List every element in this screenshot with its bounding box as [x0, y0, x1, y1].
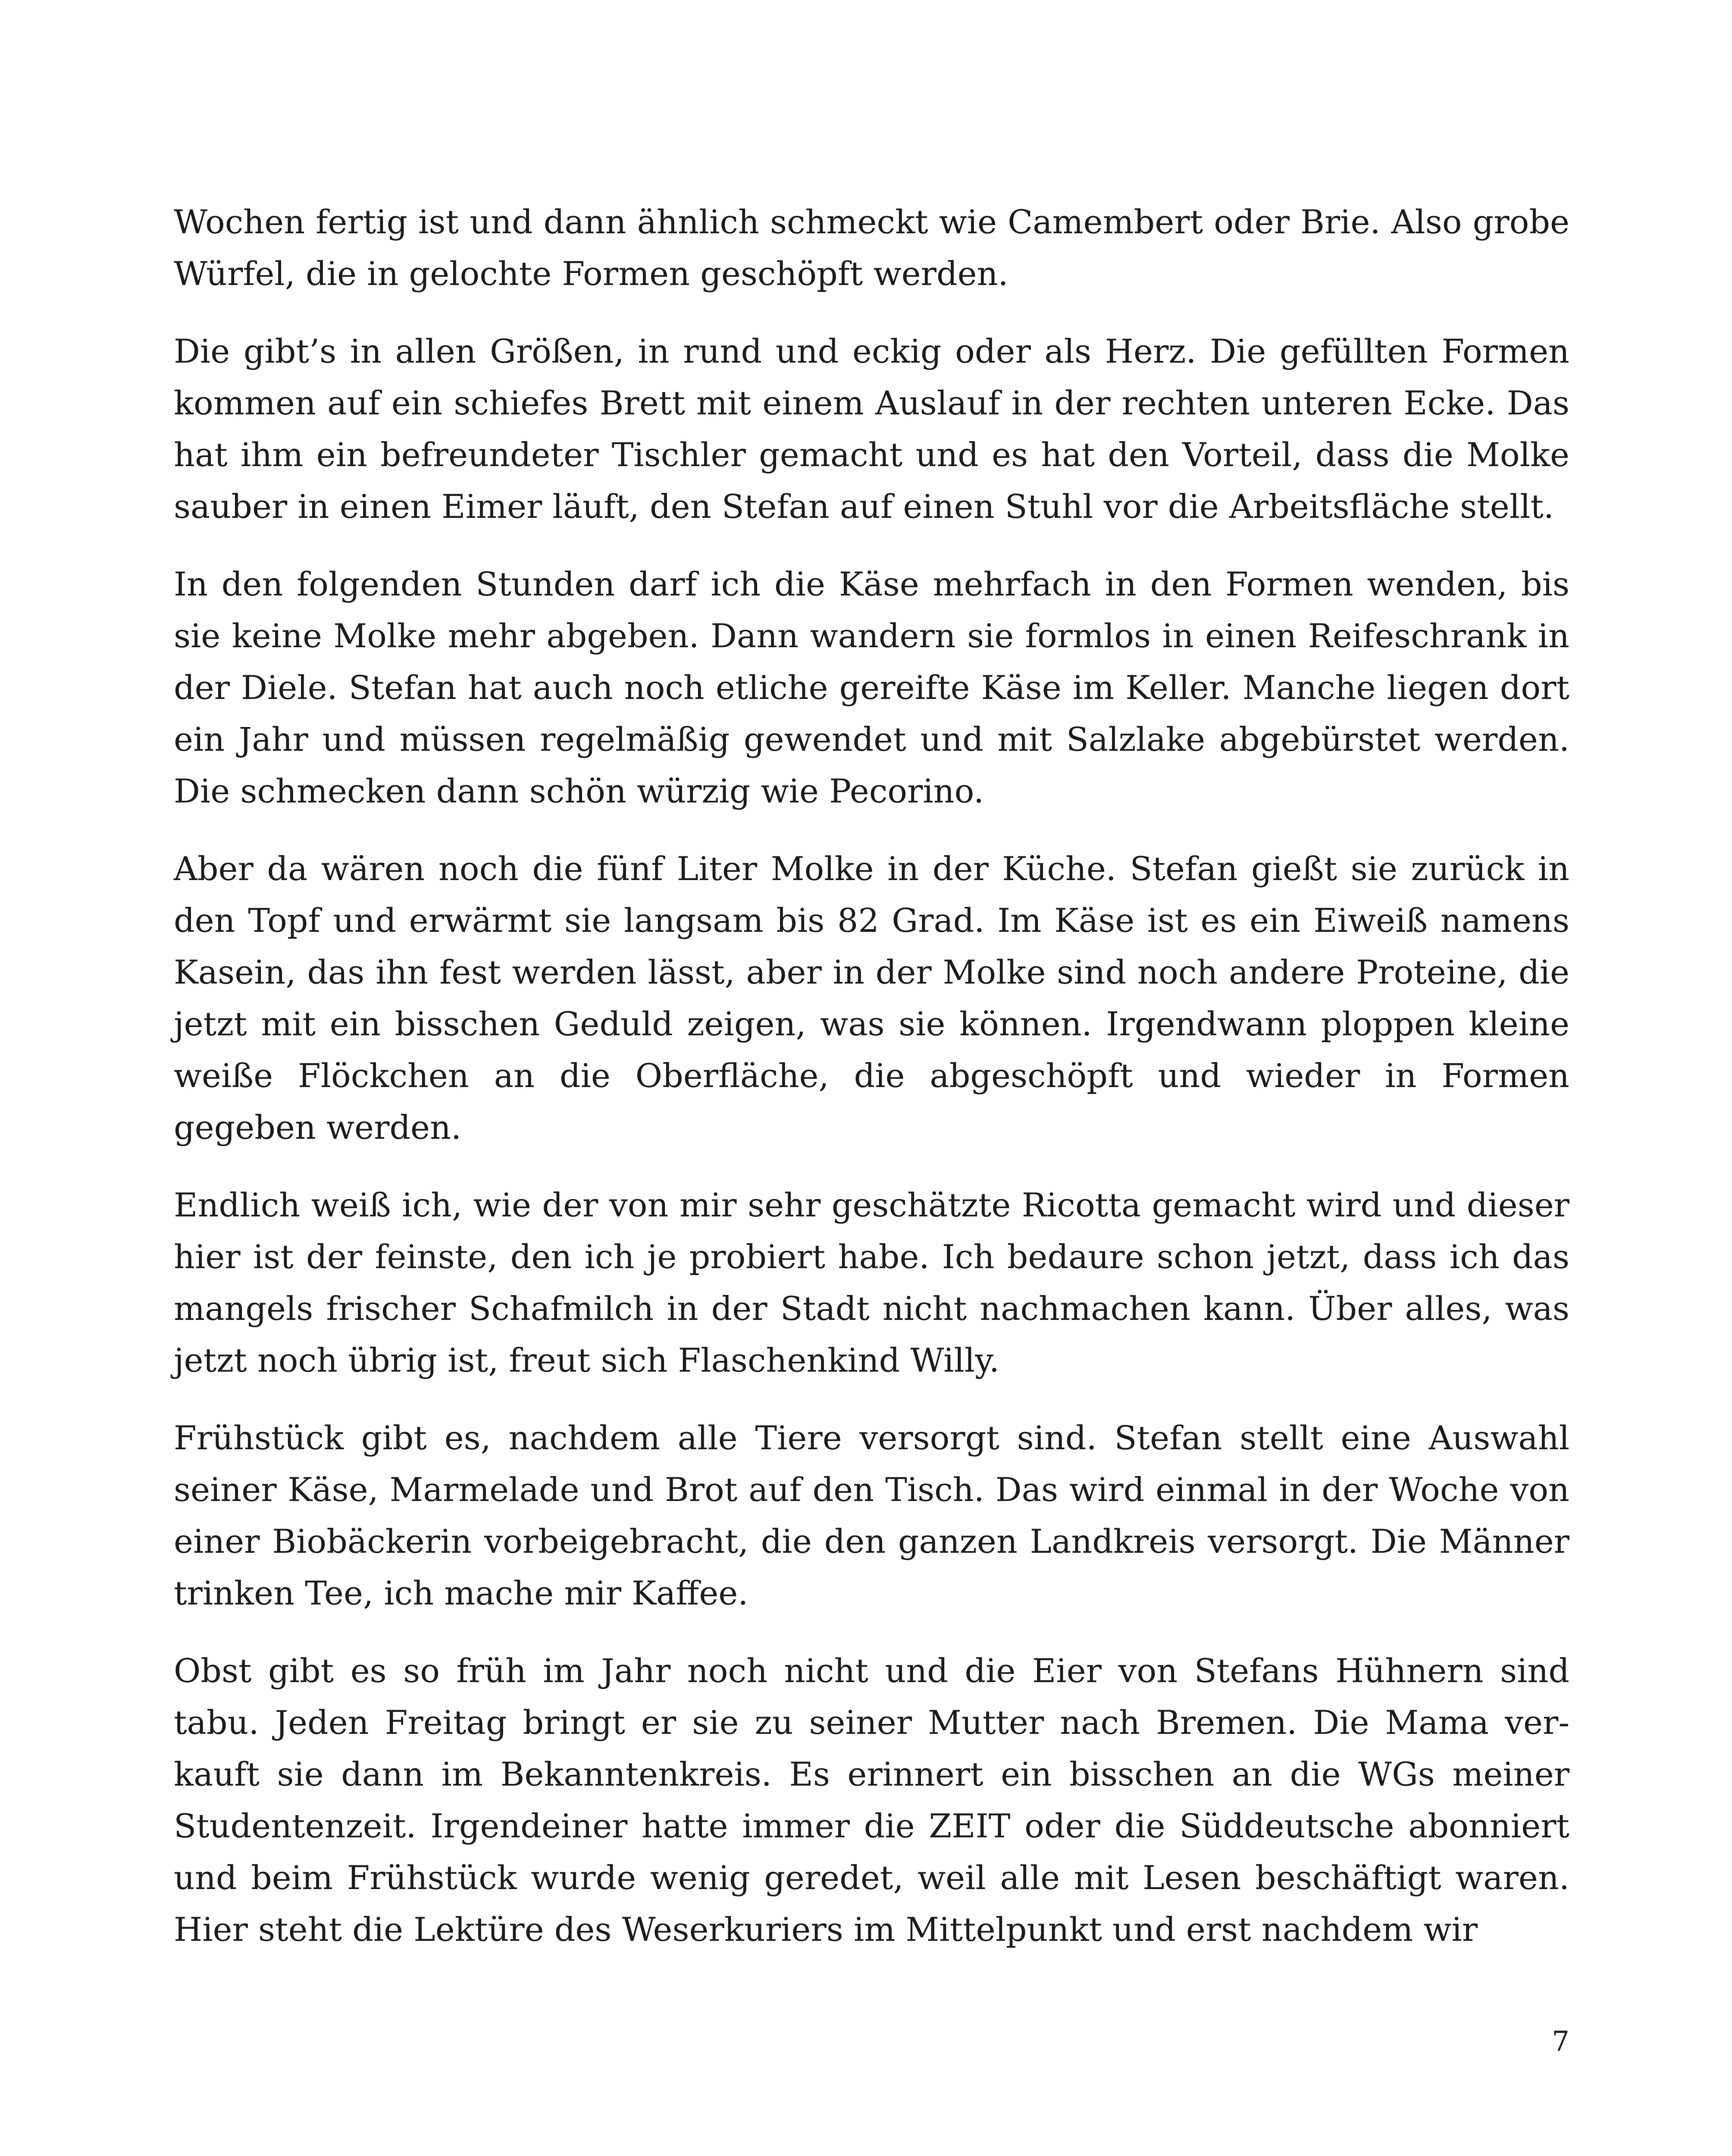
paragraph-4: Aber da wären noch die fünf Liter Molke in der Küche. Stefan gießt sie zurück in den Topf und erwärmt sie langsam bis 82 Grad. Im Käse ist es ein Eiweiß namens Kasein, das ihn fest werden lässt, aber in der Molke sind noch andere Proteine, die jetzt mit ein bisschen Geduld zeigen, was sie können. Irgendwann ploppen kleine weiße Flöckchen an die Oberfläche, die abgeschöpft und wieder in Formen gegeben werden.	[174, 849, 1569, 1147]
paragraph-7: Obst gibt es so früh im Jahr noch nicht und die Eier von Stefans Hühnern sind tabu. Jeden Freitag bringt er sie zu seiner Mutter nach Bremen. Die Mama verkauft sie dann im Bekanntenkreis. Es erinnert ein bisschen an die WGs meiner Studentenzeit. Irgendeiner hatte immer die ZEIT oder die Süddeutsche abonniert und beim Frühstück wurde wenig geredet, weil alle mit Lesen beschäftigt waren. Hier steht die Lektüre des Weserkuriers im Mittelpunkt und erst nachdem wir	[174, 1651, 1569, 1949]
page-number: 7	[1552, 2026, 1569, 2058]
paragraph-5: Endlich weiß ich, wie der von mir sehr geschätzte Ricotta gemacht wird und dieser hier ist der feinste, den ich je probiert habe. Ich bedaure schon jetzt, dass ich das mangels frischer Schafmilch in der Stadt nicht nachmachen kann. Über alles, was jetzt noch übrig ist, freut sich Flaschenkind Willy.	[174, 1186, 1569, 1379]
body-text	[174, 196, 1569, 1981]
paragraph-2: Die gibt’s in allen Größen, in rund und eckig oder als Herz. Die gefüllten Formen kommen auf ein schiefes Brett mit einem Auslauf in der rechten unteren Ecke. Das hat ihm ein befreundeter Tischler gemacht und es hat den Vorteil, dass die Molke sauber in einen Eimer läuft, den Stefan auf einen Stuhl vor die Arbeitsfläche stellt.	[174, 332, 1569, 526]
paragraph-3: In den folgenden Stunden darf ich die Käse mehrfach in den Formen wenden, bis sie keine Molke mehr abgeben. Dann wandern sie formlos in einen Reifeschrank in der Diele. Stefan hat auch noch etliche gereifte Käse im Keller. Manche liegen dort ein Jahr und müssen regelmäßig gewendet und mit Salzlake abgebürstet werden. Die schmecken dann schön würzig wie Pecorino.	[174, 565, 1569, 810]
paragraph-1: Wochen fertig ist und dann ähnlich schmeckt wie Camembert oder Brie. Also grobe Würfel, die in gelochte Formen geschöpft werden.	[174, 203, 1569, 293]
paragraph-6: Frühstück gibt es, nachdem alle Tiere versorgt sind. Stefan stellt eine Auswahl seiner Käse, Marmelade und Brot auf den Tisch. Das wird einmal in der Woche von einer Biobäckerin vorbeigebracht, die den ganzen Landkreis versorgt. Die Männer trinken Tee, ich mache mir Kaffee.	[174, 1419, 1569, 1612]
